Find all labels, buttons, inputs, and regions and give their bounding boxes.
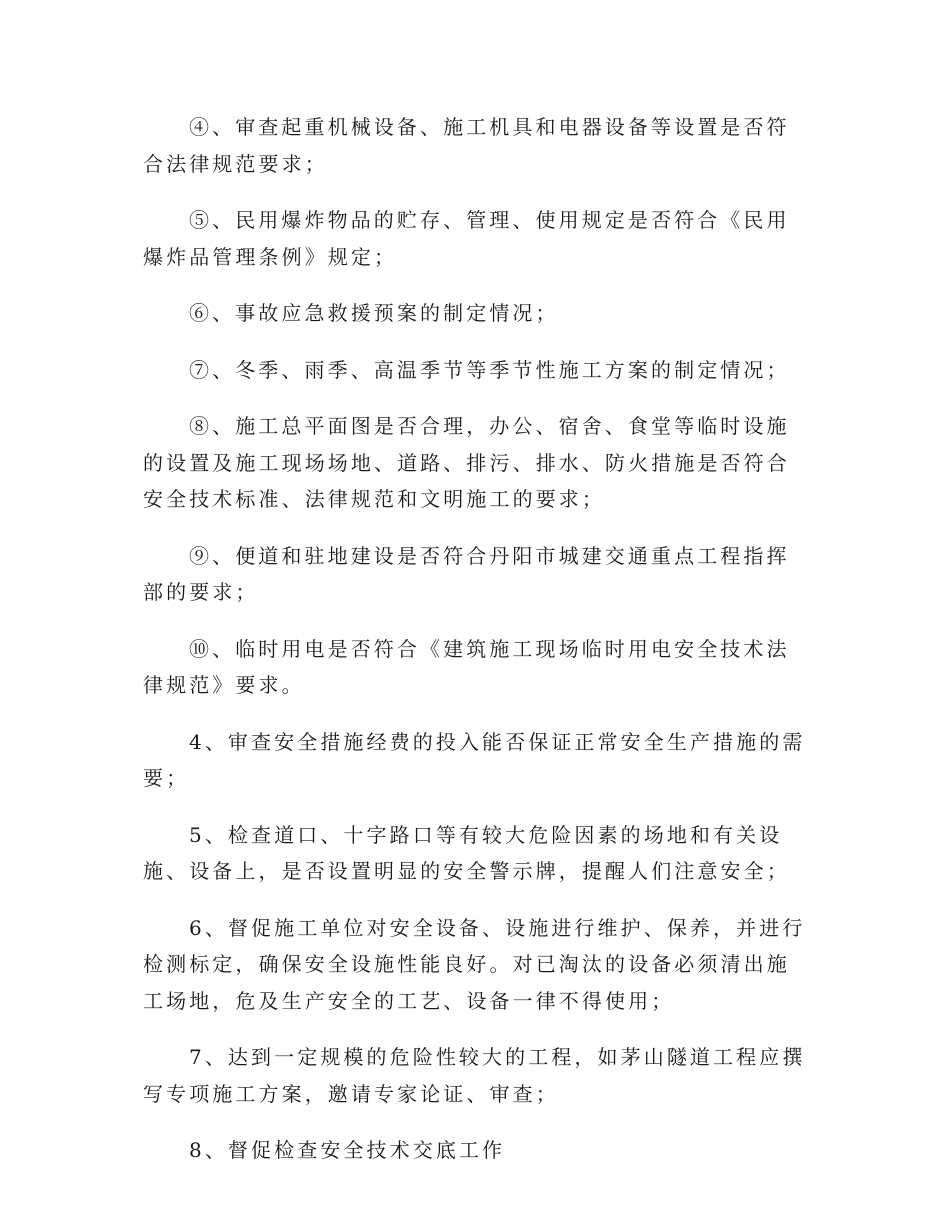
paragraph-item-6: ⑥、事故应急救援预案的制定情况； — [189, 301, 559, 325]
paragraph-item-5: ⑤、民用爆炸物品的贮存、管理、使用规定是否符合《民用爆炸品管理条例》规定； — [143, 208, 790, 269]
paragraph-section-4: 4、审查安全措施经费的投入能否保证正常安全生产措施的需要； — [143, 729, 806, 790]
paragraph-item-8: ⑧、施工总平面图是否合理，办公、宿舍、食堂等临时设施的设置及施工现场场地、道路、排污、排水、防火措施是否符合安全技术标准、法律规范和文明施工的要求； — [143, 414, 790, 511]
paragraph-item-4: ④、审查起重机械设备、施工机具和电器设备等设置是否符合法律规范要求； — [143, 115, 790, 176]
paragraph-section-5: 5、检查道口、十字路口等有较大危险因素的场地和有关设施、设备上，是否设置明显的安全警示牌，提醒人们注意安全； — [143, 822, 790, 883]
paragraph-section-7: 7、达到一定规模的危险性较大的工程，如茅山隧道工程应撰写专项施工方案，邀请专家论证、审查； — [143, 1045, 806, 1106]
paragraph-item-9: ⑨、便道和驻地建设是否符合丹阳市城建交通重点工程指挥部的要求； — [143, 543, 790, 604]
document-body — [143, 109, 808, 1189]
paragraph-item-10: ⑩、临时用电是否符合《建筑施工现场临时用电安全技术法律规范》要求。 — [143, 636, 790, 697]
paragraph-section-6: 6、督促施工单位对安全设备、设施进行维护、保养，并进行检测标定，确保安全设施性能良好。对已淘汰的设备必须清出施工场地，危及生产安全的工艺、设备一律不得使用； — [143, 915, 806, 1013]
paragraph-item-7: ⑦、冬季、雨季、高温季节等季节性施工方案的制定情况； — [189, 357, 790, 382]
paragraph-section-8: 8、督促检查安全技术交底工作 — [189, 1138, 506, 1162]
